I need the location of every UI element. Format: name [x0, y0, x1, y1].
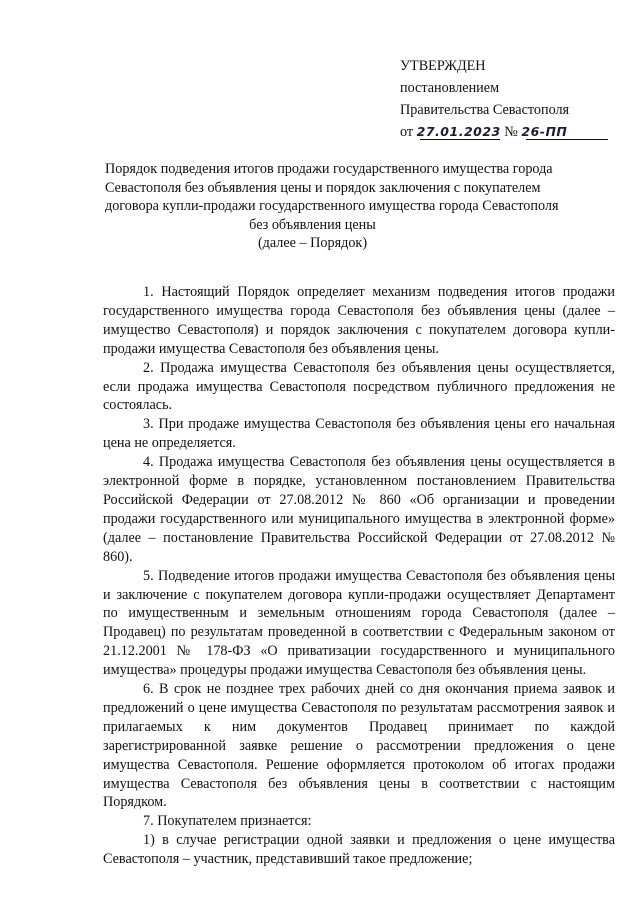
date-underline	[420, 139, 500, 140]
approval-line-resolution: постановлением	[400, 80, 500, 96]
approval-line-government: Правительства Севастополя	[400, 102, 570, 118]
title-line: договора купли-продажи государственного имущества города Севастополя	[105, 198, 559, 214]
paragraph-3: 3. При продаже имущества Севастополя без объявления цены его начальная цена не определяется.	[103, 416, 615, 452]
approval-date-line	[400, 121, 620, 143]
approval-stamp	[400, 55, 620, 143]
number-underline	[526, 139, 608, 140]
document-body	[103, 283, 615, 869]
handwritten-date: 27.01.2023	[416, 124, 501, 139]
title-line: Севастополя без объявления цены и порядок заключения с покупателем	[105, 179, 541, 196]
paragraph-2: 2. Продажа имущества Севастополя без объявления цены осуществляется, если продажа имущества Севастополя посредством публичного предложения не состоялась.	[103, 359, 615, 414]
title-line: (далее – Порядок)	[257, 235, 368, 251]
paragraph-1: 1. Настоящий Порядок определяет механизм подведения итогов продажи государственного имущества города Севастополя без объявления цены (далее – имущество Севастополя) и порядок заключения с покупателем договора купли-продажи имущества Севастополя без объявления цены.	[103, 284, 615, 357]
title-line: без объявления цены	[249, 216, 376, 233]
date-prefix: от	[400, 124, 414, 140]
paragraph-4: 4. Продажа имущества Севастополя без объявления цены осуществляется в электронной форме в порядке, установленном постановлением Правительства Российской Федерации от 27.08.2012 № 860 «Об организации и проведении продажи государственного или муниципального имущества в электронной форме» (далее – постановление Правительства Российской Федерации от 27.08.2012 № 860).	[103, 454, 615, 565]
document-title	[105, 160, 559, 253]
number-sign: №	[504, 124, 518, 140]
paragraph-6: 6. В срок не позднее трех рабочих дней со дня окончания приема заявок и предложений о цене имущества Севастополя по результатам рассмотрения заявок и прилагаемых к ним документов Продавец принимает по каждой зарегистрированной заявке решение о рассмотрении предложения о цене имущества Севастополя. Решение оформляется протоколом об итогах продажи имущества Севастополя без объявления цены в соответствии с настоящим Порядком.	[103, 681, 615, 811]
approved-label: УТВЕРЖДЕН	[400, 58, 486, 74]
handwritten-number: 26-ПП	[521, 124, 568, 139]
paragraph-5: 5. Подведение итогов продажи имущества Севастополя без объявления цены и заключение с покупателем договора купли-продажи осуществляет Департамент по имущественным и земельным отношениям города Севастополя (далее – Продавец) по результатам проведенной в соответствии с Федеральным законом от 21.12.2001 № 178-ФЗ «О приватизации государственного и муниципального имущества» процедуры продажи имущества Севастополя без объявления цены.	[103, 567, 615, 679]
paragraph-7: 7. Покупателем признается:	[143, 813, 312, 830]
paragraph-7-1: 1) в случае регистрации одной заявки и предложения о цене имущества Севастополя – участник, представивший такое предложение;	[103, 832, 615, 868]
title-line: Порядок подведения итогов продажи государственного имущества города	[105, 161, 553, 177]
